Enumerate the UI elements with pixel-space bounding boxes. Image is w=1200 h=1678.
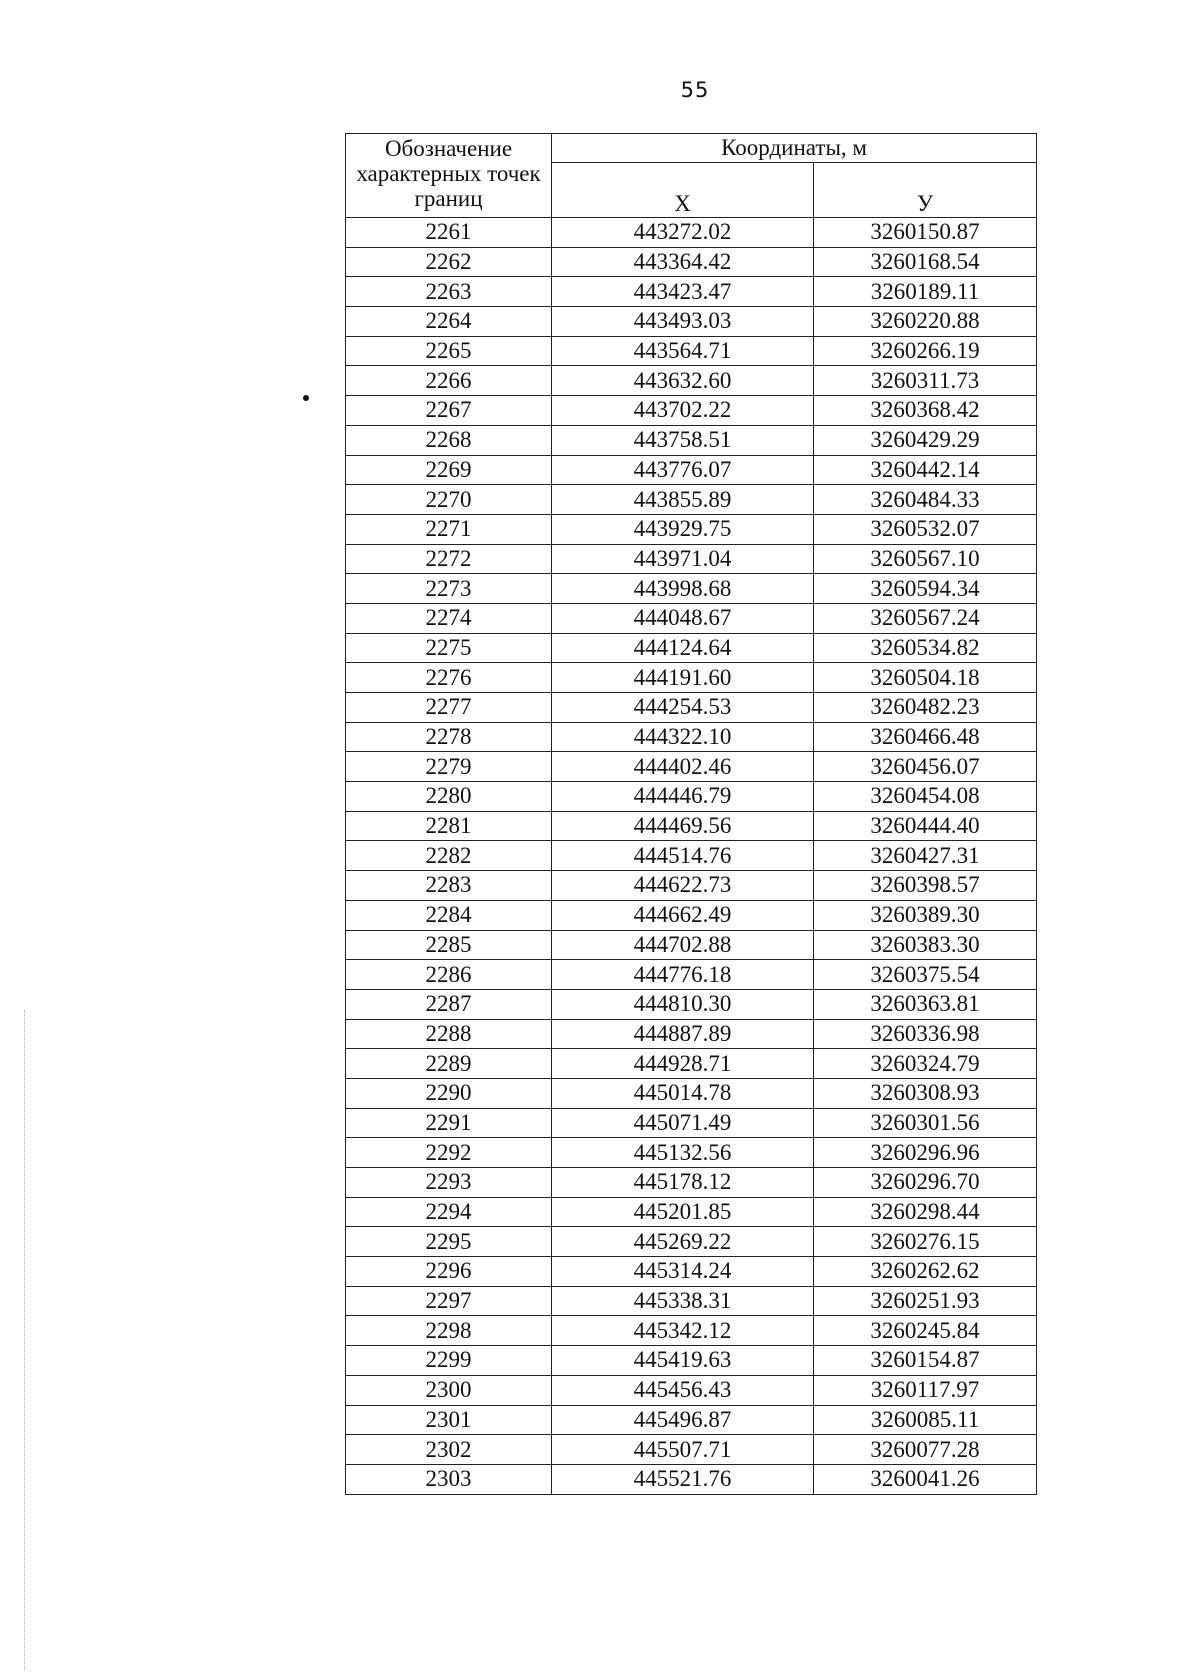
table-row — [346, 336, 1037, 366]
cell-x: 444048.67 — [552, 603, 814, 633]
cell-y: 3260276.15 — [814, 1227, 1037, 1257]
cell-point-id: 2266 — [346, 366, 552, 396]
cell-x: 444254.53 — [552, 693, 814, 723]
cell-x: 444402.46 — [552, 752, 814, 782]
cell-y: 3260429.29 — [814, 425, 1037, 455]
table-row — [346, 782, 1037, 812]
cell-x: 443758.51 — [552, 425, 814, 455]
cell-x: 443855.89 — [552, 485, 814, 515]
cell-x: 443998.68 — [552, 574, 814, 604]
cell-x: 444776.18 — [552, 960, 814, 990]
header-point-designation: Обозначение характерных точек границ — [346, 134, 552, 218]
cell-point-id: 2275 — [346, 633, 552, 663]
cell-y: 3260220.88 — [814, 307, 1037, 337]
cell-y: 3260077.28 — [814, 1435, 1037, 1465]
cell-point-id: 2277 — [346, 693, 552, 723]
cell-y: 3260484.33 — [814, 485, 1037, 515]
cell-y: 3260085.11 — [814, 1405, 1037, 1435]
table-row — [346, 603, 1037, 633]
table-row — [346, 989, 1037, 1019]
cell-y: 3260336.98 — [814, 1019, 1037, 1049]
cell-x: 445178.12 — [552, 1168, 814, 1198]
cell-y: 3260296.70 — [814, 1168, 1037, 1198]
cell-x: 445269.22 — [552, 1227, 814, 1257]
cell-x: 445521.76 — [552, 1464, 814, 1494]
cell-y: 3260444.40 — [814, 811, 1037, 841]
table-row — [346, 633, 1037, 663]
table-row — [346, 722, 1037, 752]
page-number: 55 — [680, 78, 710, 102]
table-row — [346, 663, 1037, 693]
cell-point-id: 2287 — [346, 989, 552, 1019]
cell-point-id: 2294 — [346, 1197, 552, 1227]
table-row — [346, 1078, 1037, 1108]
table-row — [346, 841, 1037, 871]
cell-x: 444514.76 — [552, 841, 814, 871]
header-y: У — [814, 163, 1037, 218]
cell-point-id: 2298 — [346, 1316, 552, 1346]
cell-y: 3260154.87 — [814, 1346, 1037, 1376]
cell-point-id: 2261 — [346, 218, 552, 248]
cell-x: 444702.88 — [552, 930, 814, 960]
table-row — [346, 455, 1037, 485]
cell-y: 3260041.26 — [814, 1464, 1037, 1494]
cell-y: 3260504.18 — [814, 663, 1037, 693]
table-row — [346, 1168, 1037, 1198]
table-row — [346, 693, 1037, 723]
cell-y: 3260567.10 — [814, 544, 1037, 574]
cell-y: 3260245.84 — [814, 1316, 1037, 1346]
cell-y: 3260398.57 — [814, 871, 1037, 901]
cell-point-id: 2293 — [346, 1168, 552, 1198]
cell-point-id: 2270 — [346, 485, 552, 515]
table-row — [346, 1138, 1037, 1168]
cell-x: 444446.79 — [552, 782, 814, 812]
cell-x: 443272.02 — [552, 218, 814, 248]
table-row — [346, 752, 1037, 782]
cell-point-id: 2279 — [346, 752, 552, 782]
cell-y: 3260427.31 — [814, 841, 1037, 871]
cell-y: 3260594.34 — [814, 574, 1037, 604]
cell-point-id: 2262 — [346, 247, 552, 277]
cell-point-id: 2269 — [346, 455, 552, 485]
cell-x: 443929.75 — [552, 514, 814, 544]
cell-point-id: 2280 — [346, 782, 552, 812]
cell-point-id: 2301 — [346, 1405, 552, 1435]
cell-y: 3260150.87 — [814, 218, 1037, 248]
cell-x: 443776.07 — [552, 455, 814, 485]
cell-x: 444191.60 — [552, 663, 814, 693]
cell-x: 443702.22 — [552, 396, 814, 426]
cell-point-id: 2278 — [346, 722, 552, 752]
cell-point-id: 2272 — [346, 544, 552, 574]
cell-y: 3260189.11 — [814, 277, 1037, 307]
cell-x: 444928.71 — [552, 1049, 814, 1079]
cell-x: 443364.42 — [552, 247, 814, 277]
cell-x: 445132.56 — [552, 1138, 814, 1168]
cell-y: 3260454.08 — [814, 782, 1037, 812]
cell-point-id: 2267 — [346, 396, 552, 426]
cell-point-id: 2263 — [346, 277, 552, 307]
cell-point-id: 2268 — [346, 425, 552, 455]
header-coordinates: Координаты, м — [552, 134, 1037, 163]
table-row — [346, 1257, 1037, 1287]
cell-y: 3260308.93 — [814, 1078, 1037, 1108]
cell-point-id: 2285 — [346, 930, 552, 960]
table-body — [346, 218, 1037, 1495]
cell-point-id: 2274 — [346, 603, 552, 633]
table-row — [346, 366, 1037, 396]
cell-y: 3260375.54 — [814, 960, 1037, 990]
cell-point-id: 2264 — [346, 307, 552, 337]
cell-y: 3260266.19 — [814, 336, 1037, 366]
table-row — [346, 307, 1037, 337]
cell-x: 444322.10 — [552, 722, 814, 752]
table-row — [346, 960, 1037, 990]
cell-point-id: 2289 — [346, 1049, 552, 1079]
cell-x: 445507.71 — [552, 1435, 814, 1465]
cell-point-id: 2283 — [346, 871, 552, 901]
cell-x: 445338.31 — [552, 1286, 814, 1316]
cell-x: 443564.71 — [552, 336, 814, 366]
cell-y: 3260301.56 — [814, 1108, 1037, 1138]
table-row — [346, 871, 1037, 901]
table-row — [346, 277, 1037, 307]
table-row — [346, 425, 1037, 455]
cell-x: 444622.73 — [552, 871, 814, 901]
cell-point-id: 2296 — [346, 1257, 552, 1287]
table-row — [346, 218, 1037, 248]
cell-x: 445071.49 — [552, 1108, 814, 1138]
cell-y: 3260251.93 — [814, 1286, 1037, 1316]
cell-x: 445201.85 — [552, 1197, 814, 1227]
cell-point-id: 2297 — [346, 1286, 552, 1316]
cell-y: 3260363.81 — [814, 989, 1037, 1019]
cell-point-id: 2276 — [346, 663, 552, 693]
coordinates-table — [345, 133, 1037, 1495]
cell-point-id: 2303 — [346, 1464, 552, 1494]
table-row — [346, 574, 1037, 604]
margin-scan-line — [24, 1010, 25, 1670]
cell-x: 444124.64 — [552, 633, 814, 663]
cell-point-id: 2290 — [346, 1078, 552, 1108]
cell-point-id: 2288 — [346, 1019, 552, 1049]
table-row — [346, 1375, 1037, 1405]
cell-y: 3260168.54 — [814, 247, 1037, 277]
stray-dot-mark — [303, 395, 309, 401]
table-row — [346, 247, 1037, 277]
cell-y: 3260311.73 — [814, 366, 1037, 396]
cell-y: 3260466.48 — [814, 722, 1037, 752]
table-row — [346, 811, 1037, 841]
cell-point-id: 2271 — [346, 514, 552, 544]
table-header — [346, 134, 1037, 218]
cell-point-id: 2299 — [346, 1346, 552, 1376]
cell-y: 3260456.07 — [814, 752, 1037, 782]
cell-y: 3260368.42 — [814, 396, 1037, 426]
cell-x: 443632.60 — [552, 366, 814, 396]
cell-point-id: 2300 — [346, 1375, 552, 1405]
cell-x: 443971.04 — [552, 544, 814, 574]
cell-y: 3260534.82 — [814, 633, 1037, 663]
cell-y: 3260262.62 — [814, 1257, 1037, 1287]
cell-x: 445342.12 — [552, 1316, 814, 1346]
cell-y: 3260324.79 — [814, 1049, 1037, 1079]
cell-point-id: 2291 — [346, 1108, 552, 1138]
cell-y: 3260567.24 — [814, 603, 1037, 633]
cell-x: 445314.24 — [552, 1257, 814, 1287]
table-row — [346, 1227, 1037, 1257]
table-row — [346, 900, 1037, 930]
cell-y: 3260389.30 — [814, 900, 1037, 930]
table-row — [346, 1019, 1037, 1049]
cell-point-id: 2273 — [346, 574, 552, 604]
table-row — [346, 1435, 1037, 1465]
cell-x: 444810.30 — [552, 989, 814, 1019]
table-row — [346, 1346, 1037, 1376]
table-row — [346, 1197, 1037, 1227]
table-row — [346, 930, 1037, 960]
cell-y: 3260117.97 — [814, 1375, 1037, 1405]
table-row — [346, 514, 1037, 544]
cell-x: 444469.56 — [552, 811, 814, 841]
cell-point-id: 2265 — [346, 336, 552, 366]
cell-x: 445456.43 — [552, 1375, 814, 1405]
cell-point-id: 2281 — [346, 811, 552, 841]
cell-x: 445419.63 — [552, 1346, 814, 1376]
header-x: X — [552, 163, 814, 218]
table-row — [346, 1316, 1037, 1346]
table-row — [346, 544, 1037, 574]
cell-point-id: 2282 — [346, 841, 552, 871]
table-row — [346, 1405, 1037, 1435]
cell-point-id: 2292 — [346, 1138, 552, 1168]
cell-x: 445496.87 — [552, 1405, 814, 1435]
cell-y: 3260482.23 — [814, 693, 1037, 723]
table-row — [346, 396, 1037, 426]
cell-point-id: 2302 — [346, 1435, 552, 1465]
cell-x: 443423.47 — [552, 277, 814, 307]
table-row — [346, 1108, 1037, 1138]
cell-y: 3260532.07 — [814, 514, 1037, 544]
cell-x: 444662.49 — [552, 900, 814, 930]
cell-x: 444887.89 — [552, 1019, 814, 1049]
cell-y: 3260298.44 — [814, 1197, 1037, 1227]
cell-point-id: 2286 — [346, 960, 552, 990]
cell-point-id: 2295 — [346, 1227, 552, 1257]
table-row — [346, 1049, 1037, 1079]
cell-y: 3260296.96 — [814, 1138, 1037, 1168]
cell-x: 443493.03 — [552, 307, 814, 337]
table-row — [346, 1286, 1037, 1316]
cell-y: 3260383.30 — [814, 930, 1037, 960]
table-row — [346, 1464, 1037, 1494]
cell-point-id: 2284 — [346, 900, 552, 930]
cell-x: 445014.78 — [552, 1078, 814, 1108]
table-row — [346, 485, 1037, 515]
cell-y: 3260442.14 — [814, 455, 1037, 485]
